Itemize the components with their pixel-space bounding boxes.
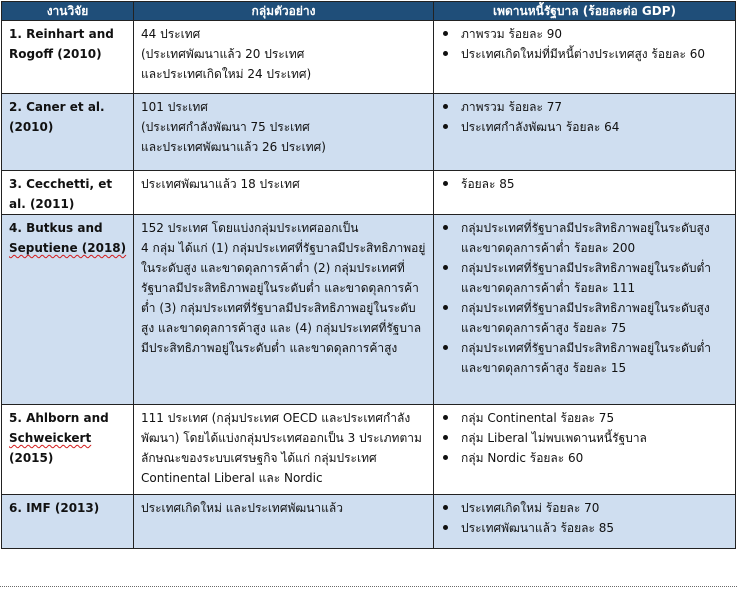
threshold-cell — [434, 94, 736, 171]
list-item: ประเทศเกิดใหม่ที่มีหนี้ต่างประเทศสูง ร้อยละ 60 — [441, 44, 729, 64]
list-item: ประเทศกำลังพัฒนา ร้อยละ 64 — [441, 117, 729, 137]
study-cell — [2, 94, 134, 171]
header-sample: กลุ่มตัวอย่าง — [134, 2, 434, 21]
threshold-list — [441, 218, 729, 378]
sample-line: 101 ประเทศ — [141, 100, 208, 114]
threshold-list — [441, 408, 729, 468]
table-row — [2, 495, 736, 549]
threshold-list — [441, 174, 729, 194]
header-study: งานวิจัย — [2, 2, 134, 21]
list-item: กลุ่ม Liberal ไม่พบเพดานหนี้รัฐบาล — [441, 428, 729, 448]
header-row — [2, 2, 736, 21]
threshold-list — [441, 97, 729, 137]
list-item: กลุ่มประเทศที่รัฐบาลมีประสิทธิภาพอยู่ในระดับต่ำและขาดดุลการค้าสูง ร้อยละ 15 — [441, 338, 729, 378]
study-name: 2. Caner et al. — [9, 100, 105, 114]
study-name: 3. Cecchetti, et — [9, 177, 113, 191]
list-item: กลุ่มประเทศที่รัฐบาลมีประสิทธิภาพอยู่ในระดับสูงและขาดดุลการค้าสูง ร้อยละ 75 — [441, 298, 729, 338]
threshold-cell — [434, 405, 736, 495]
debt-threshold-table — [1, 1, 736, 549]
study-name: Schweickert — [9, 431, 92, 445]
sample-line: 4 กลุ่ม ได้แก่ (1) กลุ่มประเทศที่รัฐบาลมีประสิทธิภาพอยู่ในระดับสูง และขาดดุลการค้าต่ำ (2) กลุ่มประเทศที่รัฐบาลมีประสิทธิภาพอยู่ในระดับต่ำ และขาดดุลการค้าต่ำ (3) กลุ่มประเทศที่รัฐบาลมีประสิทธิภาพอยู่ในระดับสูง และขาดดุลการค้าสูง และ (4) กลุ่มประเทศที่รัฐบาลมีประสิทธิภาพอยู่ในระดับต่ำ และขาดดุลการค้าสูง — [141, 241, 426, 355]
study-year: Seputiene (2018) — [9, 241, 127, 255]
study-year: (2015) — [9, 451, 54, 465]
threshold-cell — [434, 21, 736, 94]
table-row — [2, 405, 736, 495]
sample-line: และประเทศเกิดใหม่ 24 ประเทศ) — [141, 67, 312, 81]
threshold-list — [441, 24, 729, 64]
study-cell — [2, 405, 134, 495]
study-cell — [2, 21, 134, 94]
sample-line: 44 ประเทศ — [141, 27, 201, 41]
sample-cell — [134, 405, 434, 495]
study-name: 5. Ahlborn and — [9, 411, 109, 425]
list-item: ประเทศเกิดใหม่ ร้อยละ 70 — [441, 498, 729, 518]
list-item: กลุ่ม Continental ร้อยละ 75 — [441, 408, 729, 428]
sample-line: ประเทศพัฒนาแล้ว 18 ประเทศ — [141, 177, 300, 191]
study-name: 1. Reinhart and — [9, 27, 114, 41]
threshold-cell — [434, 495, 736, 549]
threshold-cell — [434, 171, 736, 215]
sample-line: (ประเทศพัฒนาแล้ว 20 ประเทศ — [141, 47, 305, 61]
study-cell — [2, 495, 134, 549]
sample-line: 152 ประเทศ โดยแบ่งกลุ่มประเทศออกเป็น — [141, 221, 359, 235]
sample-line: (ประเทศกำลังพัฒนา 75 ประเทศ — [141, 120, 310, 134]
study-cell — [2, 215, 134, 405]
study-name: 4. Butkus and — [9, 221, 103, 235]
header-threshold: เพดานหนี้รัฐบาล (ร้อยละต่อ GDP) — [434, 2, 736, 21]
study-cell — [2, 171, 134, 215]
table-row — [2, 21, 736, 94]
sample-cell — [134, 171, 434, 215]
list-item: กลุ่มประเทศที่รัฐบาลมีประสิทธิภาพอยู่ในระดับต่ำและขาดดุลการค้าต่ำ ร้อยละ 111 — [441, 258, 729, 298]
table-row — [2, 94, 736, 171]
threshold-list — [441, 498, 729, 538]
list-item: กลุ่ม Nordic ร้อยละ 60 — [441, 448, 729, 468]
list-item: กลุ่มประเทศที่รัฐบาลมีประสิทธิภาพอยู่ในระดับสูงและขาดดุลการค้าต่ำ ร้อยละ 200 — [441, 218, 729, 258]
sample-cell — [134, 215, 434, 405]
sample-line: ประเทศเกิดใหม่ และประเทศพัฒนาแล้ว — [141, 501, 343, 515]
list-item: ภาพรวม ร้อยละ 77 — [441, 97, 729, 117]
table-row — [2, 215, 736, 405]
sample-line: 111 ประเทศ (กลุ่มประเทศ OECD และประเทศกำลังพัฒนา) โดยได้แบ่งกลุ่มประเทศออกเป็น 3 ประเภทตามลักษณะของระบบเศรษฐกิจ ได้แก่ กลุ่มประเทศ Continental Liberal และ Nordic — [141, 411, 422, 485]
threshold-cell — [434, 215, 736, 405]
sample-cell — [134, 94, 434, 171]
list-item: ภาพรวม ร้อยละ 90 — [441, 24, 729, 44]
study-year: Rogoff (2010) — [9, 47, 102, 61]
sample-cell — [134, 21, 434, 94]
list-item: ประเทศพัฒนาแล้ว ร้อยละ 85 — [441, 518, 729, 538]
list-item: ร้อยละ 85 — [441, 174, 729, 194]
study-year: (2010) — [9, 120, 54, 134]
study-year: al. (2011) — [9, 197, 75, 211]
study-name: 6. IMF (2013) — [9, 501, 100, 515]
table-row — [2, 171, 736, 215]
sample-line: และประเทศพัฒนาแล้ว 26 ประเทศ) — [141, 140, 326, 154]
sample-cell — [134, 495, 434, 549]
